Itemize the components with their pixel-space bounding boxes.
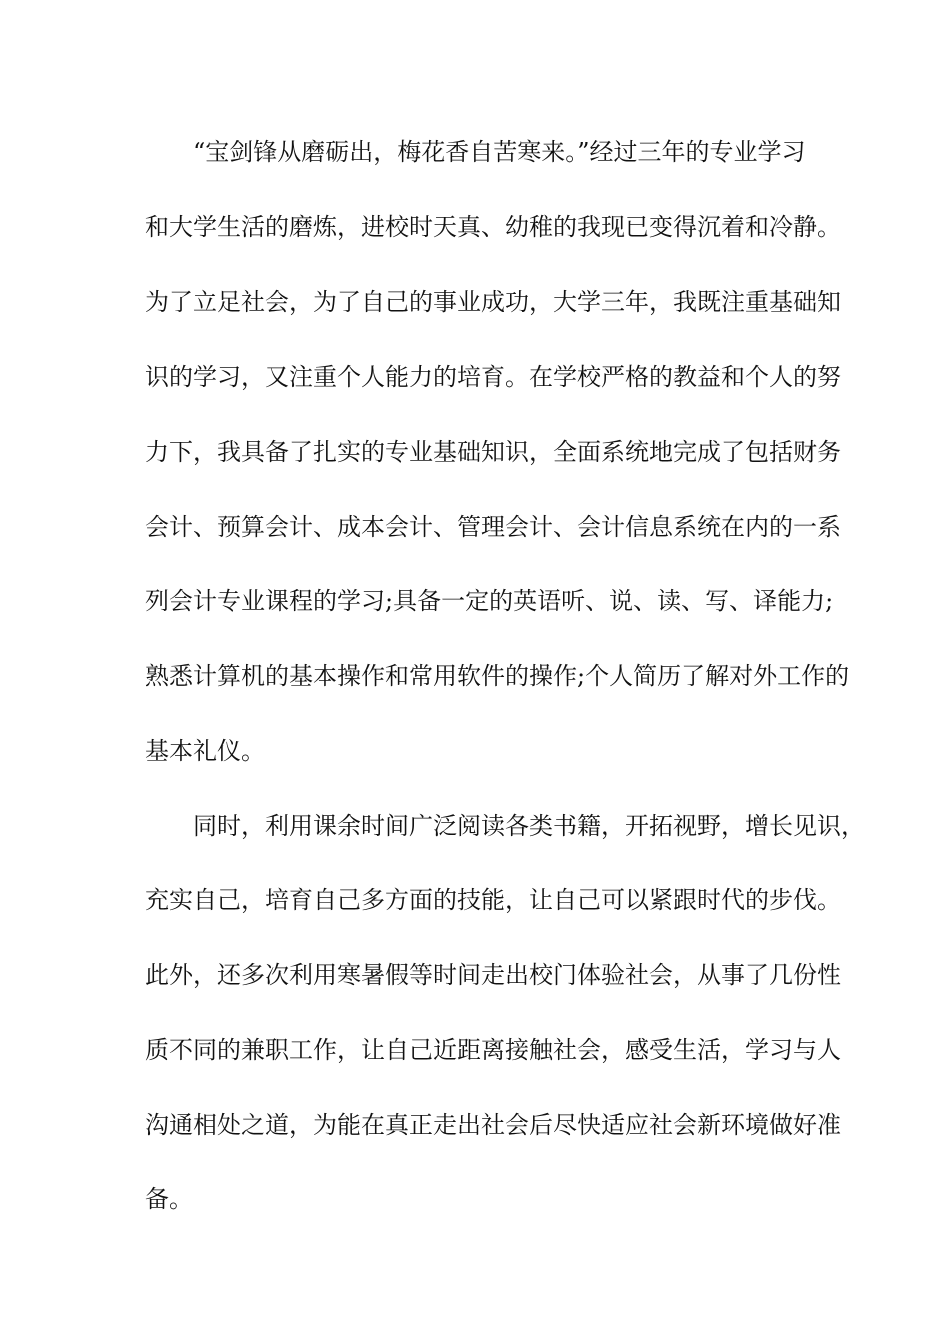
- text-line: 质不同的兼职工作，让自己近距离接触社会，感受生活，学习与人: [145, 1036, 841, 1064]
- text-line: 沟通相处之道，为能在真正走出社会后尽快适应社会新环境做好准: [145, 1111, 841, 1139]
- text-line: 备。: [145, 1185, 193, 1213]
- text-line: 熟悉计算机的基本操作和常用软件的操作;个人简历了解对外工作的: [145, 662, 850, 690]
- text-line: “宝剑锋从磨砺出，梅花香自苦寒来。”经过三年的专业学习: [193, 138, 806, 166]
- text-line: 和大学生活的磨炼，进校时天真、幼稚的我现已变得沉着和冷静。: [145, 213, 841, 241]
- text-line: 力下，我具备了扎实的专业基础知识，全面系统地完成了包括财务: [145, 438, 841, 466]
- text-line: 此外，还多次利用寒暑假等时间走出校门体验社会，从事了几份性: [145, 961, 841, 989]
- text-line: 充实自己，培育自己多方面的技能，让自己可以紧跟时代的步伐。: [145, 886, 841, 914]
- text-line: 列会计专业课程的学习;具备一定的英语听、说、读、写、译能力;: [145, 587, 834, 615]
- text-line: 同时，利用课余时间广泛阅读各类书籍，开拓视野，增长见识，: [193, 812, 865, 840]
- text-line: 基本礼仪。: [145, 737, 265, 765]
- text-line: 为了立足社会，为了自己的事业成功，大学三年，我既注重基础知: [145, 288, 841, 316]
- text-line: 识的学习，又注重个人能力的培育。在学校严格的教益和个人的努: [145, 363, 841, 391]
- text-line: 会计、预算会计、成本会计、管理会计、会计信息系统在内的一系: [145, 513, 841, 541]
